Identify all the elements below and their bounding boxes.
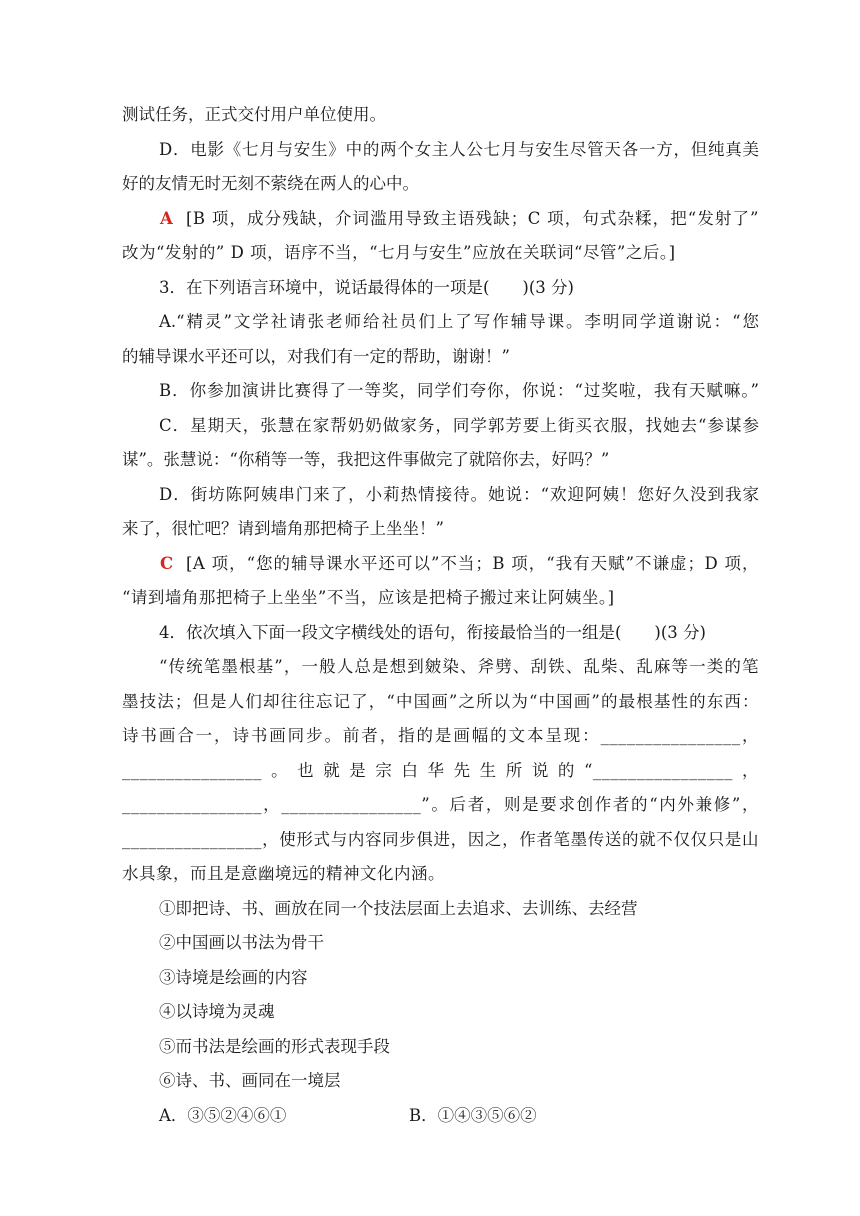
q3-option-b: B．你参加演讲比赛得了一等奖，同学们夸你，你说：“过奖啦，我有天赋嘛。” bbox=[159, 381, 759, 400]
q4-passage-line-7: 水具象，而且是意幽境远的精神文化内涵。 bbox=[122, 864, 445, 883]
q4-item-3: ③诗境是绘画的内容 bbox=[159, 968, 308, 987]
explanation-line-2: 改为“发射的” D 项，语序不当，“七月与安生”应放在关联词“尽管”之后。] bbox=[122, 243, 676, 262]
q4-item-5: ⑤而书法是绘画的形式表现手段 bbox=[159, 1037, 390, 1056]
q4-option-b: B．①④③⑤⑥② bbox=[409, 1106, 537, 1125]
q4-passage-line-5: ________________，________________”。后者，则是要求创作者的“内外兼修”， bbox=[122, 795, 759, 814]
q4-passage-line-6: ________________，使形式与内容同步俱进，因之，作者笔墨传送的就不仅仅只是山 bbox=[122, 830, 759, 849]
q3-option-a-line-1: A.“精灵”文学社请张老师给社员们上了写作辅导课。李明同学道谢说：“您 bbox=[159, 312, 759, 331]
q3-explanation-line-2: “请到墙角那把椅子上坐坐”不当，应该是把椅子搬过来让阿姨坐。] bbox=[122, 588, 615, 607]
q4-passage-line-1: “传统笔墨根基”，一般人总是想到皴染、斧劈、刮铁、乱柴、乱麻等一类的笔 bbox=[159, 657, 759, 676]
q4-item-2: ②中国画以书法为骨干 bbox=[159, 933, 324, 952]
q3-option-d-line-1: D．街坊陈阿姨串门来了，小莉热情接待。她说：“欢迎阿姨！您好久没到我家 bbox=[159, 485, 759, 504]
q3-option-a-line-2: 的辅导课水平还可以，对我们有一定的帮助，谢谢！” bbox=[122, 347, 510, 366]
q4-item-4: ④以诗境为灵魂 bbox=[159, 1002, 275, 1021]
q3-option-c-line-2: 谋”。张慧说：“你稍等一等，我把这件事做完了就陪你去，好吗？” bbox=[122, 450, 610, 469]
q4-item-1: ①即把诗、书、画放在同一个技法层面上去追求、去训练、去经营 bbox=[159, 899, 638, 918]
q4-option-a: A．③⑤②④⑥① bbox=[159, 1106, 287, 1125]
option-d-line-1: D．电影《七月与安生》中的两个女主人公七月与安生尽管天各一方，但纯真美 bbox=[159, 140, 759, 159]
q4-passage-line-2: 墨技法；但是人们却往往忘记了，“中国画”之所以为“中国画”的最根基性的东西： bbox=[122, 692, 759, 711]
answer-letter: A bbox=[160, 209, 173, 228]
question-4-title: 4．依次填入下面一段文字横线处的语句，衔接最恰当的一组是( )(3 分) bbox=[159, 623, 706, 642]
q3-option-d-line-2: 来了，很忙吧？请到墙角那把椅子上坐坐！” bbox=[122, 519, 444, 538]
option-d-line-2: 好的友情无时无刻不萦绕在两人的心中。 bbox=[122, 174, 419, 193]
explanation-line-1: [B 项，成分残缺，介词滥用导致主语残缺；C 项，句式杂糅，把“发射了” bbox=[186, 209, 759, 228]
q3-explanation-line-1: [A 项，“您的辅导课水平还可以”不当；B 项，“我有天赋”不谦虚；D 项， bbox=[186, 554, 759, 573]
q4-passage-line-3: 诗书画合一，诗书画同步。前者，指的是画幅的文本呈现：________________， bbox=[122, 726, 759, 745]
question-3-title: 3．在下列语言环境中，说话最得体的一项是( )(3 分) bbox=[159, 278, 574, 297]
answer-letter: C bbox=[160, 554, 174, 573]
q4-item-6: ⑥诗、书、画同在一境层 bbox=[159, 1071, 341, 1090]
text-line: 测试任务，正式交付用户单位使用。 bbox=[122, 105, 386, 124]
q4-passage-line-4: ________________。也就是宗白华先生所说的“________________， bbox=[122, 761, 759, 780]
q3-option-c-line-1: C．星期天，张慧在家帮奶奶做家务，同学郭芳要上街买衣服，找她去“参谋参 bbox=[159, 416, 759, 435]
